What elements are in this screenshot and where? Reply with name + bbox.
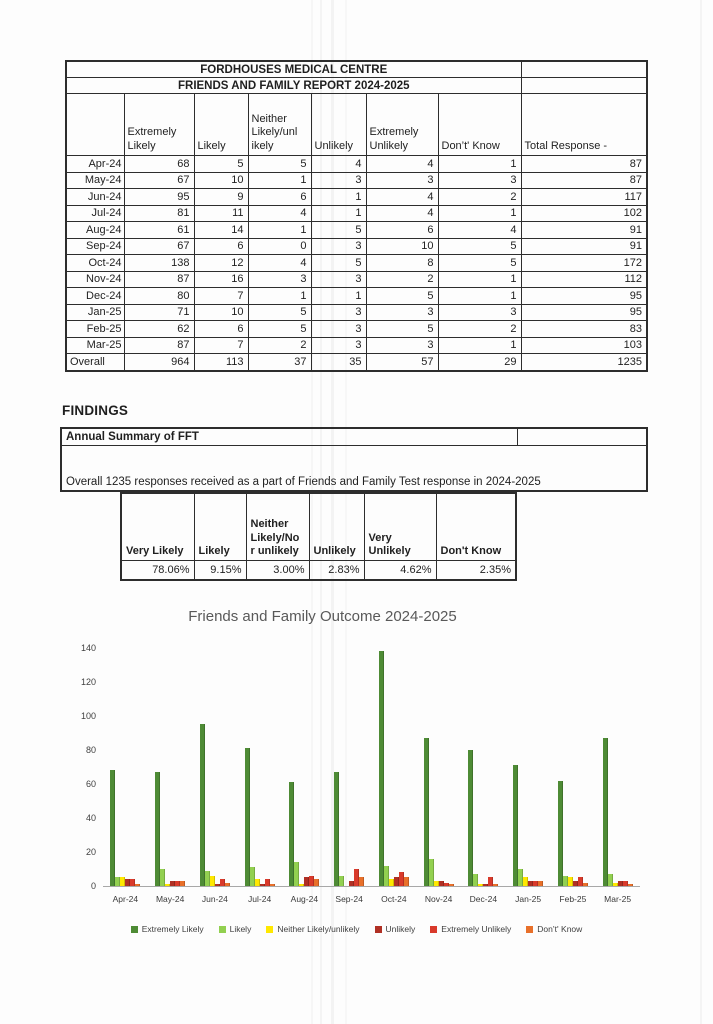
y-axis-tick-label: 80: [85, 745, 96, 755]
report-column-header: Total Response -: [521, 94, 647, 156]
x-axis-category-label: Jul-24: [248, 894, 272, 904]
report-cell-value: 172: [521, 255, 647, 272]
bar-sep-24-series-6: [359, 877, 364, 886]
report-row-apr-24: [66, 156, 647, 173]
bar-feb-25-series-6: [583, 883, 588, 886]
report-column-header: Extremely Likely: [124, 94, 194, 156]
report-cell-value: 2: [366, 271, 438, 288]
report-cell-value: 29: [438, 354, 521, 371]
percentage-header-row: [121, 493, 516, 561]
report-cell-value: 5: [366, 321, 438, 338]
report-cell-value: 1: [248, 172, 311, 189]
annual-summary-title: Annual Summary of FFT: [61, 428, 517, 446]
report-cell-value: 80: [124, 288, 194, 305]
y-axis-tick-label: 40: [85, 813, 96, 823]
chart-legend: [0, 924, 713, 934]
legend-label: Extremely Unlikely: [441, 924, 512, 934]
percentage-value: 2.83%: [309, 561, 364, 581]
report-row-jan-25: [66, 304, 647, 321]
report-cell-value: 3: [311, 304, 366, 321]
percentage-column-header: Very Likely: [121, 493, 194, 561]
report-cell-value: 35: [311, 354, 366, 371]
report-cell-value: 81: [124, 205, 194, 222]
legend-swatch: [375, 926, 382, 933]
report-row-label: Aug-24: [66, 222, 124, 239]
annual-summary-text: Overall 1235 responses received as a part of Friends and Family Test response in 2024-2025: [61, 446, 647, 492]
report-cell-value: 6: [194, 238, 248, 255]
report-row-dec-24: [66, 288, 647, 305]
report-cell-value: 1: [438, 288, 521, 305]
report-cell-value: 3: [311, 337, 366, 354]
report-cell-value: 6: [194, 321, 248, 338]
report-cell-value: 68: [124, 156, 194, 173]
report-title-row-1: [66, 61, 647, 78]
y-axis-tick-label: 140: [80, 643, 96, 653]
x-axis-category-label: Oct-24: [381, 894, 407, 904]
legend-item: [266, 924, 359, 934]
report-title-row-2: [66, 78, 647, 94]
report-cell-value: 5: [248, 304, 311, 321]
fft-outcome-chart: [0, 600, 713, 980]
percentage-value: 3.00%: [246, 561, 309, 581]
report-cell-value: 138: [124, 255, 194, 272]
report-cell-value: 14: [194, 222, 248, 239]
percentage-column-header: Don't Know: [436, 493, 516, 561]
report-cell-value: 87: [124, 337, 194, 354]
report-cell-value: 5: [248, 321, 311, 338]
legend-item: [131, 924, 204, 934]
bar-aug-24-series-6: [314, 879, 319, 886]
report-row-oct-24: [66, 255, 647, 272]
report-cell-value: 5: [438, 238, 521, 255]
y-axis-tick-label: 20: [85, 847, 96, 857]
report-column-header: Neither Likely/unl ikely: [248, 94, 311, 156]
report-cell-value: 6: [248, 189, 311, 206]
bar-dec-24-series-6: [493, 884, 498, 886]
x-axis-category-label: Sep-24: [335, 894, 363, 904]
report-cell-value: 3: [311, 321, 366, 338]
bar-aug-24-series-2: [294, 862, 299, 886]
percentage-column-header: Likely: [194, 493, 246, 561]
bar-oct-24-series-6: [404, 877, 409, 886]
percentage-value: 78.06%: [121, 561, 194, 581]
report-cell-value: 964: [124, 354, 194, 371]
report-column-header: Extremely Unlikely: [366, 94, 438, 156]
percentage-column-header: Neither Likely/No r unlikely: [246, 493, 309, 561]
report-row-overall: [66, 354, 647, 371]
report-row-label: May-24: [66, 172, 124, 189]
annual-summary-table: [60, 427, 648, 492]
legend-swatch: [131, 926, 138, 933]
x-axis-category-label: Mar-25: [604, 894, 632, 904]
x-axis-category-label: Nov-24: [424, 894, 453, 904]
bar-mar-25-series-1: [603, 738, 608, 886]
report-cell-value: 1: [438, 205, 521, 222]
report-cell-value: 1: [311, 288, 366, 305]
report-cell-value: 5: [311, 255, 366, 272]
fft-report-table: [65, 60, 648, 372]
bar-sep-24-series-1: [334, 772, 339, 886]
report-cell-value: 5: [366, 288, 438, 305]
report-row-sep-24: [66, 238, 647, 255]
bar-mar-25-series-6: [628, 884, 633, 886]
bar-oct-24-series-1: [379, 651, 384, 886]
report-row-label: Apr-24: [66, 156, 124, 173]
bar-jul-24-series-6: [270, 884, 275, 886]
report-row-label: Dec-24: [66, 288, 124, 305]
report-row-aug-24: [66, 222, 647, 239]
report-cell-value: 1: [438, 156, 521, 173]
annual-summary-title-row: [61, 428, 647, 446]
report-cell-value: 91: [521, 222, 647, 239]
report-cell-value: 3: [438, 304, 521, 321]
legend-swatch: [266, 926, 273, 933]
bar-jan-25-series-1: [513, 765, 518, 886]
report-cell-value: 117: [521, 189, 647, 206]
annual-summary-spacer-cell: [517, 428, 647, 446]
report-cell-value: 71: [124, 304, 194, 321]
report-cell-value: 87: [124, 271, 194, 288]
bar-may-24-series-6: [180, 881, 185, 886]
report-row-label: Oct-24: [66, 255, 124, 272]
report-cell-value: 12: [194, 255, 248, 272]
report-cell-value: 1: [311, 205, 366, 222]
report-cell-value: 103: [521, 337, 647, 354]
annual-summary-text-row: [61, 446, 647, 492]
bar-jun-24-series-6: [225, 883, 230, 886]
report-row-label: Jul-24: [66, 205, 124, 222]
report-title-text: FRIENDS AND FAMILY REPORT 2024-2025: [66, 78, 521, 94]
bar-jul-24-series-1: [245, 748, 250, 886]
report-cell-value: 1: [248, 288, 311, 305]
legend-swatch: [526, 926, 533, 933]
legend-label: Unlikely: [385, 924, 416, 934]
report-cell-value: 67: [124, 172, 194, 189]
legend-label: Extremely Likely: [141, 924, 204, 934]
legend-label: Neither Likely/unlikely: [277, 924, 360, 934]
report-cell-value: 1: [311, 189, 366, 206]
percentage-values-row: [121, 561, 516, 581]
report-cell-value: 91: [521, 238, 647, 255]
report-cell-value: 7: [194, 337, 248, 354]
report-row-feb-25: [66, 321, 647, 338]
report-cell-value: 9: [194, 189, 248, 206]
report-header-row: [66, 94, 647, 156]
report-cell-value: 37: [248, 354, 311, 371]
y-axis-tick-label: 120: [80, 677, 96, 687]
bar-jan-25-series-6: [538, 881, 543, 886]
report-cell-value: 62: [124, 321, 194, 338]
report-cell-value: 83: [521, 321, 647, 338]
percentage-column-header: Unlikely: [309, 493, 364, 561]
chart-title: Friends and Family Outcome 2024-2025: [188, 608, 457, 625]
report-cell-value: 4: [248, 205, 311, 222]
report-cell-value: 10: [194, 172, 248, 189]
report-cell-value: 61: [124, 222, 194, 239]
report-cell-value: 3: [366, 337, 438, 354]
report-cell-value: 67: [124, 238, 194, 255]
legend-item: [430, 924, 511, 934]
report-cell-value: 102: [521, 205, 647, 222]
report-row-jul-24: [66, 205, 647, 222]
report-column-header: Unlikely: [311, 94, 366, 156]
report-cell-value: 3: [311, 238, 366, 255]
x-axis-category-label: Aug-24: [290, 894, 319, 904]
bar-apr-24-series-1: [110, 770, 115, 886]
report-row-label: Feb-25: [66, 321, 124, 338]
report-cell-value: 113: [194, 354, 248, 371]
report-cell-value: 4: [248, 255, 311, 272]
legend-swatch: [219, 926, 226, 933]
report-cell-value: 3: [438, 172, 521, 189]
x-axis-line: [103, 886, 640, 887]
report-cell-value: 5: [248, 156, 311, 173]
report-row-may-24: [66, 172, 647, 189]
report-cell-value: 0: [248, 238, 311, 255]
percentage-value: 4.62%: [364, 561, 436, 581]
report-cell-value: 95: [521, 304, 647, 321]
percentage-value: 2.35%: [436, 561, 516, 581]
bar-feb-25-series-1: [558, 781, 563, 886]
legend-swatch: [430, 926, 437, 933]
report-cell-value: 8: [366, 255, 438, 272]
report-cell-value: 4: [366, 189, 438, 206]
report-cell-value: 1: [438, 271, 521, 288]
report-cell-value: 4: [366, 205, 438, 222]
percentage-column-header: Very Unlikely: [364, 493, 436, 561]
report-cell-value: 2: [438, 321, 521, 338]
report-cell-value: 112: [521, 271, 647, 288]
report-cell-value: 57: [366, 354, 438, 371]
report-cell-value: 7: [194, 288, 248, 305]
report-cell-value: 4: [311, 156, 366, 173]
report-cell-value: 3: [366, 304, 438, 321]
report-row-label: Jun-24: [66, 189, 124, 206]
legend-item: [526, 924, 582, 934]
report-row-label: Overall: [66, 354, 124, 371]
report-cell-value: 5: [311, 222, 366, 239]
report-cell-value: 10: [366, 238, 438, 255]
report-row-mar-25: [66, 337, 647, 354]
report-cell-value: 5: [438, 255, 521, 272]
x-axis-category-label: Jan-25: [515, 894, 542, 904]
bar-sep-24-series-2: [339, 876, 344, 886]
report-cell-value: 4: [438, 222, 521, 239]
percentage-summary-table: [120, 492, 517, 581]
x-axis-category-label: Dec-24: [469, 894, 498, 904]
report-cell-value: 2: [248, 337, 311, 354]
bar-jun-24-series-1: [200, 724, 205, 886]
report-cell-value: 16: [194, 271, 248, 288]
y-axis-tick-label: 60: [85, 779, 96, 789]
report-cell-value: 1: [248, 222, 311, 239]
report-row-label: Mar-25: [66, 337, 124, 354]
legend-label: Likely: [229, 924, 252, 934]
x-axis-category-label: May-24: [155, 894, 185, 904]
report-row-label: Sep-24: [66, 238, 124, 255]
bar-apr-24-series-6: [135, 884, 140, 886]
report-row-jun-24: [66, 189, 647, 206]
legend-label: Don’t' Know: [537, 924, 583, 934]
report-cell-value: 3: [366, 172, 438, 189]
legend-item: [219, 924, 252, 934]
report-cell-value: 95: [521, 288, 647, 305]
report-cell-value: 87: [521, 156, 647, 173]
report-cell-value: 4: [366, 156, 438, 173]
report-row-label: Jan-25: [66, 304, 124, 321]
report-cell-value: 2: [438, 189, 521, 206]
report-cell-value: 6: [366, 222, 438, 239]
report-cell-value: 5: [194, 156, 248, 173]
x-axis-category-label: Jun-24: [201, 894, 228, 904]
report-cell-value: 3: [311, 271, 366, 288]
y-axis-tick-label: 100: [80, 711, 96, 721]
report-row-nov-24: [66, 271, 647, 288]
report-column-header: [66, 94, 124, 156]
report-cell-value: 11: [194, 205, 248, 222]
report-cell-value: 1: [438, 337, 521, 354]
report-cell-value: 1235: [521, 354, 647, 371]
y-axis-tick-label: 0: [90, 881, 96, 891]
x-axis-category-label: Apr-24: [112, 894, 139, 904]
report-cell-value: 87: [521, 172, 647, 189]
percentage-value: 9.15%: [194, 561, 246, 581]
report-cell-value: 95: [124, 189, 194, 206]
report-row-label: Nov-24: [66, 271, 124, 288]
report-cell-value: 10: [194, 304, 248, 321]
legend-item: [375, 924, 416, 934]
bar-nov-24-series-6: [449, 884, 454, 886]
bar-dec-24-series-1: [468, 750, 473, 886]
report-title-spacer-cell: [521, 78, 647, 94]
report-title-spacer-cell: [521, 61, 647, 78]
findings-heading: FINDINGS: [62, 403, 129, 418]
report-column-header: Likely: [194, 94, 248, 156]
report-cell-value: 3: [248, 271, 311, 288]
report-cell-value: 3: [311, 172, 366, 189]
report-title-text: FORDHOUSES MEDICAL CENTRE: [66, 61, 521, 78]
report-column-header: Don’t' Know: [438, 94, 521, 156]
x-axis-category-label: Feb-25: [559, 894, 587, 904]
